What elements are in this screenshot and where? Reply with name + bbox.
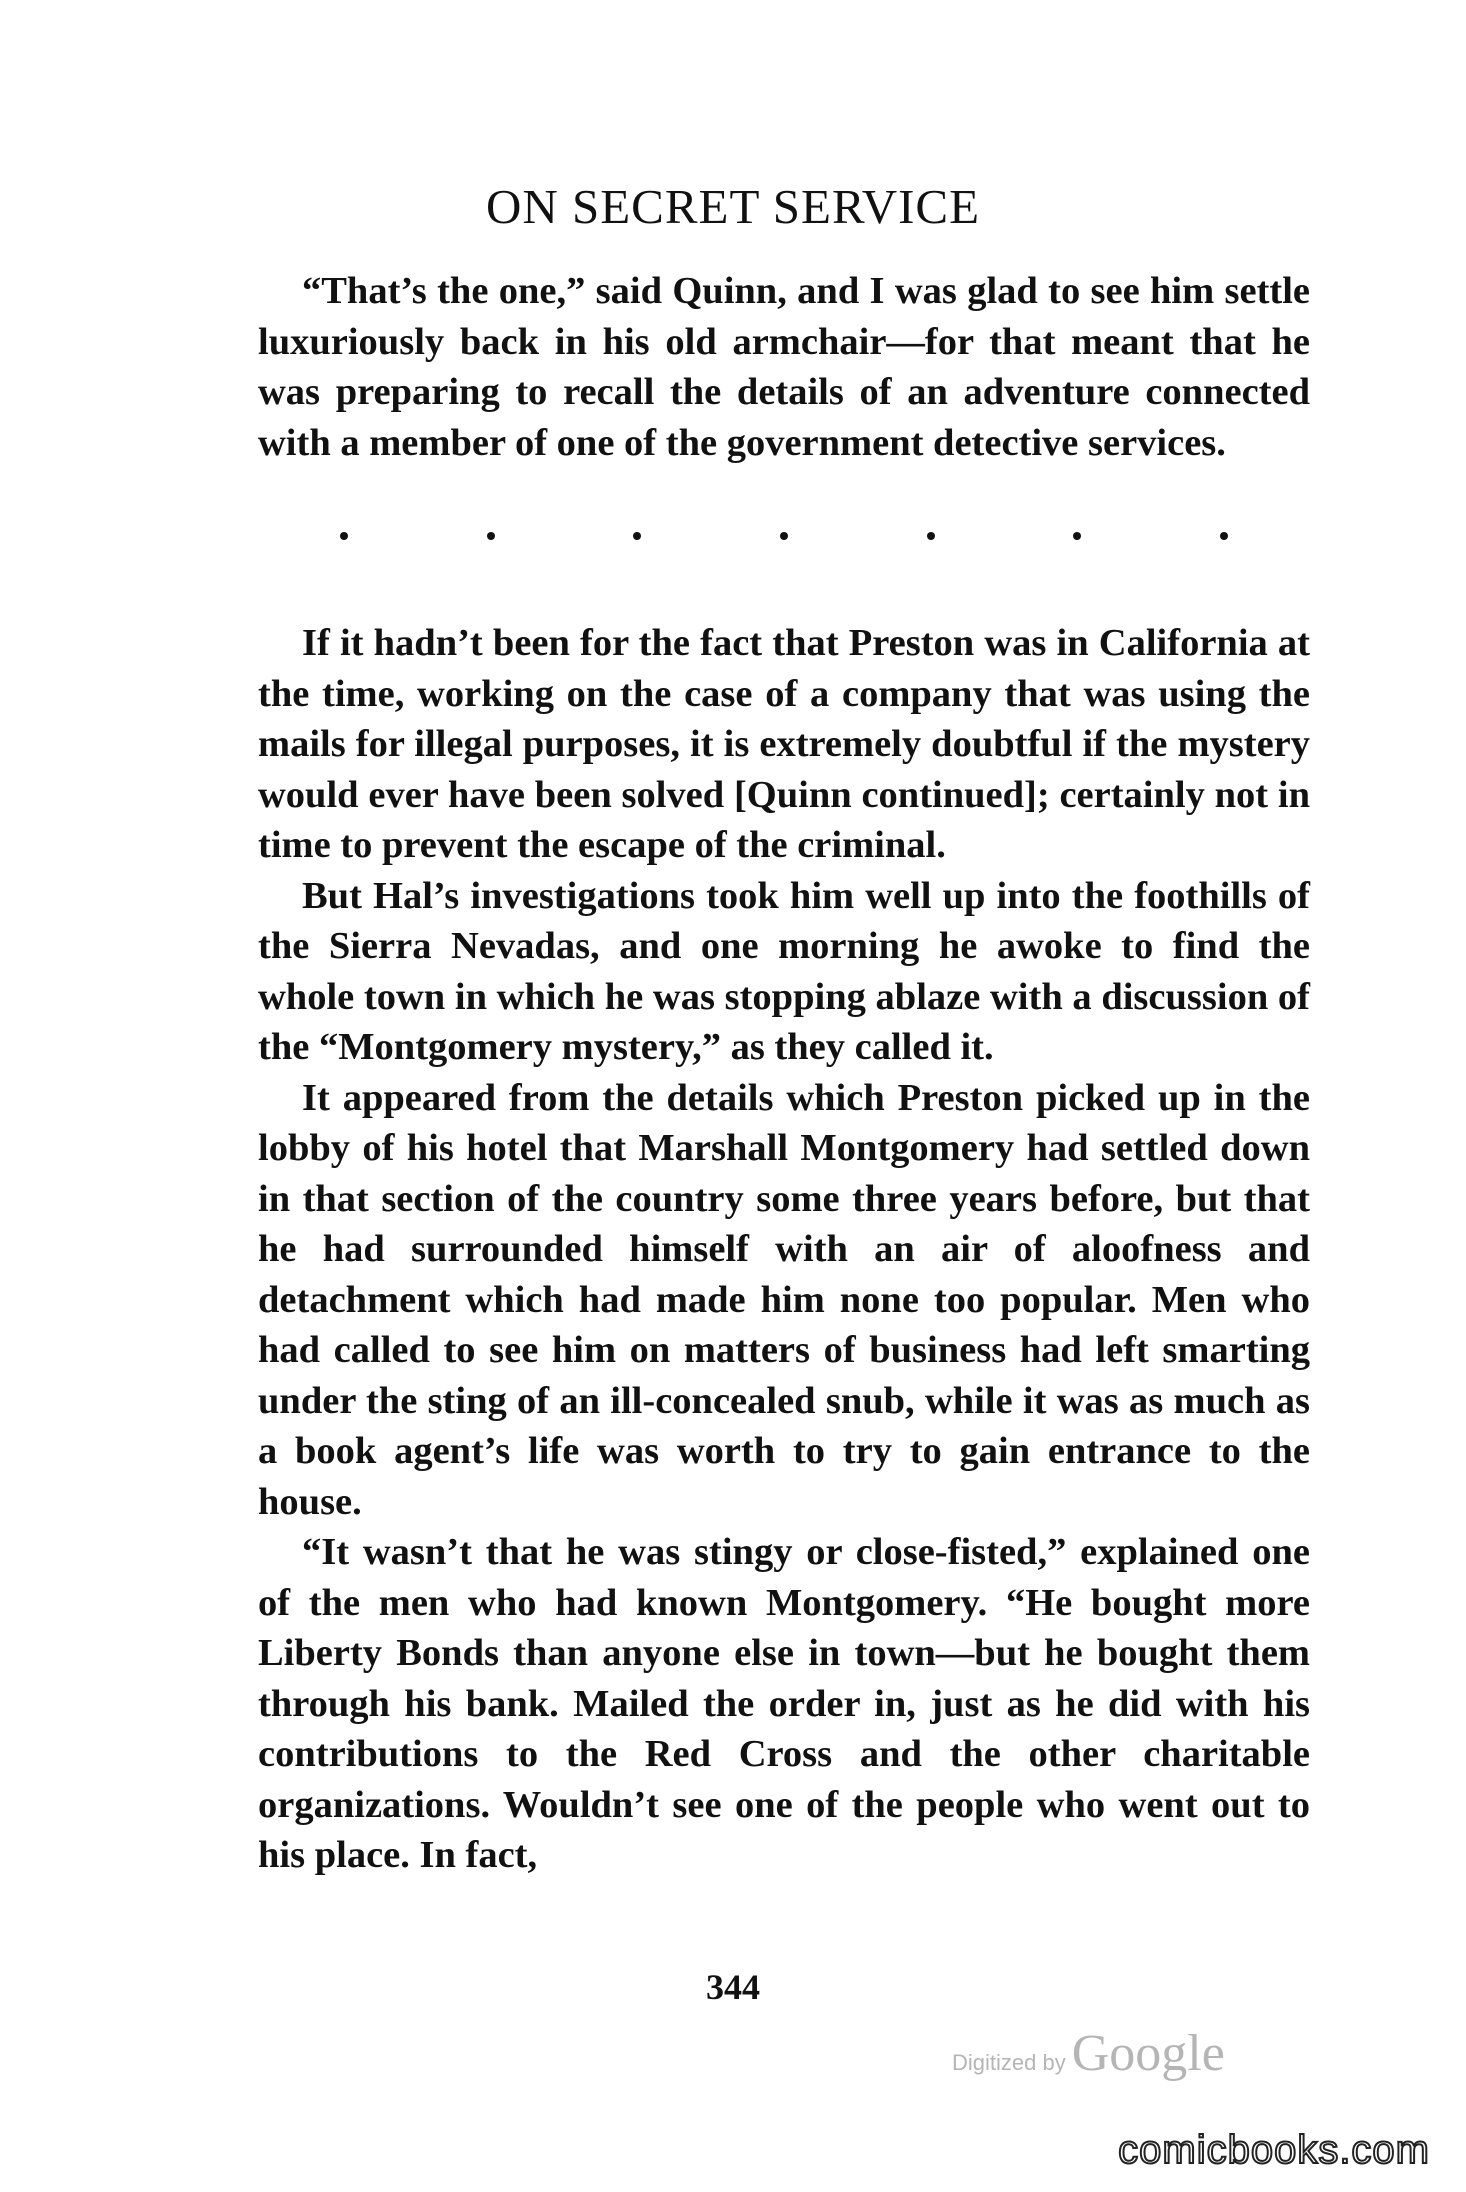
paragraph: “It wasn’t that he was stingy or close-fisted,” explained one of the men who had known Montgomery. “He bought more Liberty Bonds than anyone else in town—but he bought them through his bank. Mailed the order in, just as he did with his contributions to the Red Cross and the other charitable organizations. Wouldn’t see one of the people who went out to his place. In fact,	[258, 1531, 1310, 1876]
ellipsis-dot	[1220, 532, 1228, 540]
intro-text	[258, 266, 1310, 468]
ellipsis-dot	[340, 532, 348, 540]
ellipsis-dot	[927, 532, 935, 540]
story-text	[258, 618, 1310, 1881]
digitized-prefix: Digitized by	[952, 2050, 1066, 2075]
google-logo-text: Google	[1071, 2025, 1225, 2082]
paragraph: If it hadn’t been for the fact that Preston was in California at the time, working on the case of a company that was using the mails for illegal purposes, it is extremely doubtful if the mystery would ever have been solved [Quinn continued]; certainly not in time to prevent the escape of the criminal.	[258, 622, 1310, 866]
ellipsis-dot	[1073, 532, 1081, 540]
site-watermark: comicbooks.com	[1118, 2128, 1430, 2172]
section-break	[340, 532, 1228, 540]
paragraph: “That’s the one,” said Quinn, and I was glad to see him settle luxuriously back in his old armchair—for that meant that he was preparing to recall the details of an adventure connected with a member of one of the government detective services.	[258, 270, 1310, 464]
running-head: ON SECRET SERVICE	[485, 179, 981, 234]
ellipsis-dot	[487, 532, 495, 540]
ellipsis-dot	[633, 532, 641, 540]
ellipsis-dot	[780, 532, 788, 540]
digitized-by-google-mark	[952, 2024, 1225, 2083]
page-number: 344	[706, 1967, 760, 2007]
paragraph: It appeared from the details which Preston picked up in the lobby of his hotel that Marshall Montgomery had settled down in that section of the country some three years before, but that he had surrounded himself with an air of aloofness and detachment which had made him none too popular. Men who had called to see him on matters of business had left smarting under the sting of an ill-concealed snub, while it was as much as a book agent’s life was worth to try to gain entrance to the house.	[258, 1076, 1310, 1523]
paragraph: But Hal’s investigations took him well up into the foothills of the Sierra Nevadas, and one morning he awoke to find the whole town in which he was stopping ablaze with a discussion of the “Montgomery mystery,” as they called it.	[258, 874, 1310, 1068]
